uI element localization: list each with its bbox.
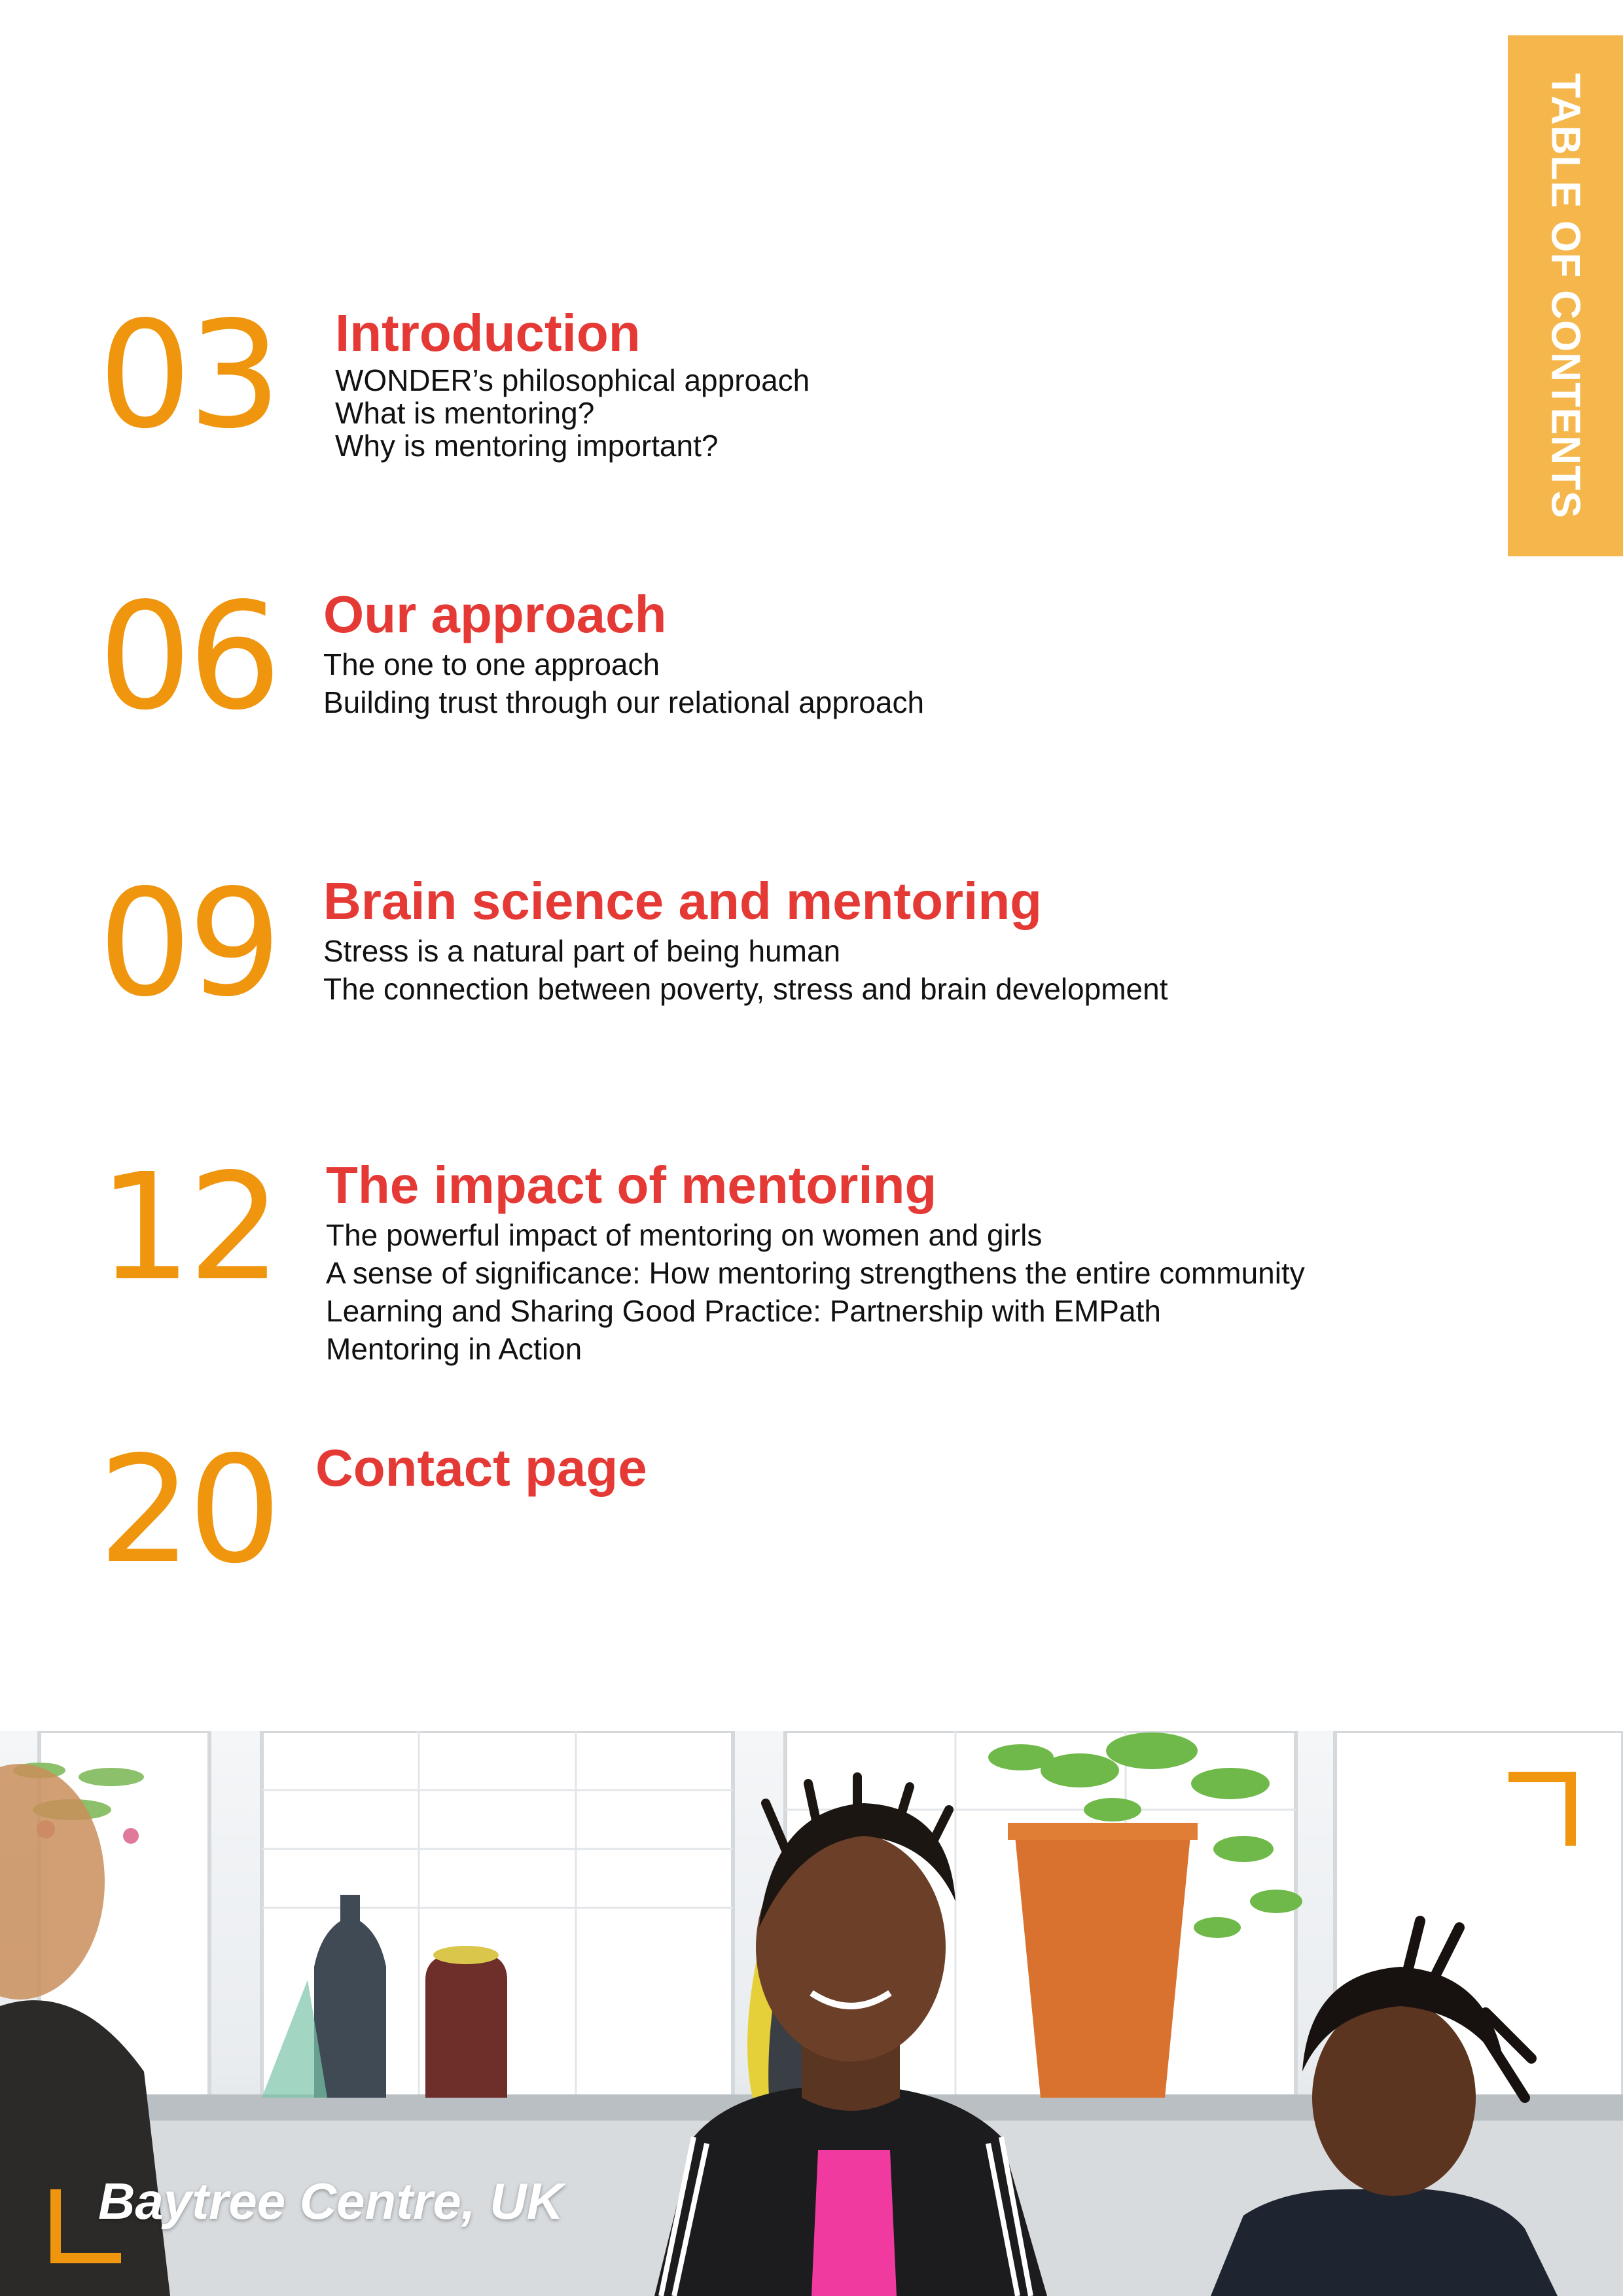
toc-page-number: 03 (98, 290, 278, 461)
toc-subitem[interactable]: Building trust through our relational approach (323, 685, 925, 719)
toc-subitem[interactable]: The powerful impact of mentoring on women and girls (326, 1218, 1043, 1252)
toc-subitem[interactable]: A sense of significance: How mentoring strengthens the entire community (326, 1256, 1305, 1290)
toc-subitem[interactable]: WONDER’s philosophical approach (335, 363, 810, 397)
toc-subitem[interactable]: What is mentoring? (335, 396, 595, 430)
toc-section-title[interactable]: Brain science and mentoring (323, 872, 1043, 930)
photo-caption: Baytree Centre, UK (98, 2172, 563, 2230)
toc-section-title[interactable]: The impact of mentoring (326, 1156, 937, 1214)
toc-page-number: 12 (98, 1142, 278, 1314)
toc-subitem[interactable]: The one to one approach (323, 647, 660, 681)
table-of-contents-label: TABLE OF CONTENTS (1543, 73, 1588, 519)
toc-page-number: 20 (98, 1425, 278, 1596)
toc-subitem[interactable]: The connection between poverty, stress and brain development (323, 972, 1168, 1006)
toc-subitem[interactable]: Stress is a natural part of being human (323, 934, 841, 968)
toc-page-number: 06 (98, 571, 278, 743)
table-of-contents-tab (1508, 35, 1623, 556)
toc-subitem[interactable]: Mentoring in Action (326, 1332, 582, 1366)
toc-section-title[interactable]: Introduction (335, 304, 641, 362)
toc-page-number: 09 (98, 858, 278, 1030)
toc-section-title[interactable]: Contact page (315, 1439, 647, 1497)
toc-subitem[interactable]: Why is mentoring important? (335, 429, 719, 463)
toc-section-title[interactable]: Our approach (323, 585, 667, 643)
toc-subitem[interactable]: Learning and Sharing Good Practice: Partnership with EMPath (326, 1294, 1161, 1328)
